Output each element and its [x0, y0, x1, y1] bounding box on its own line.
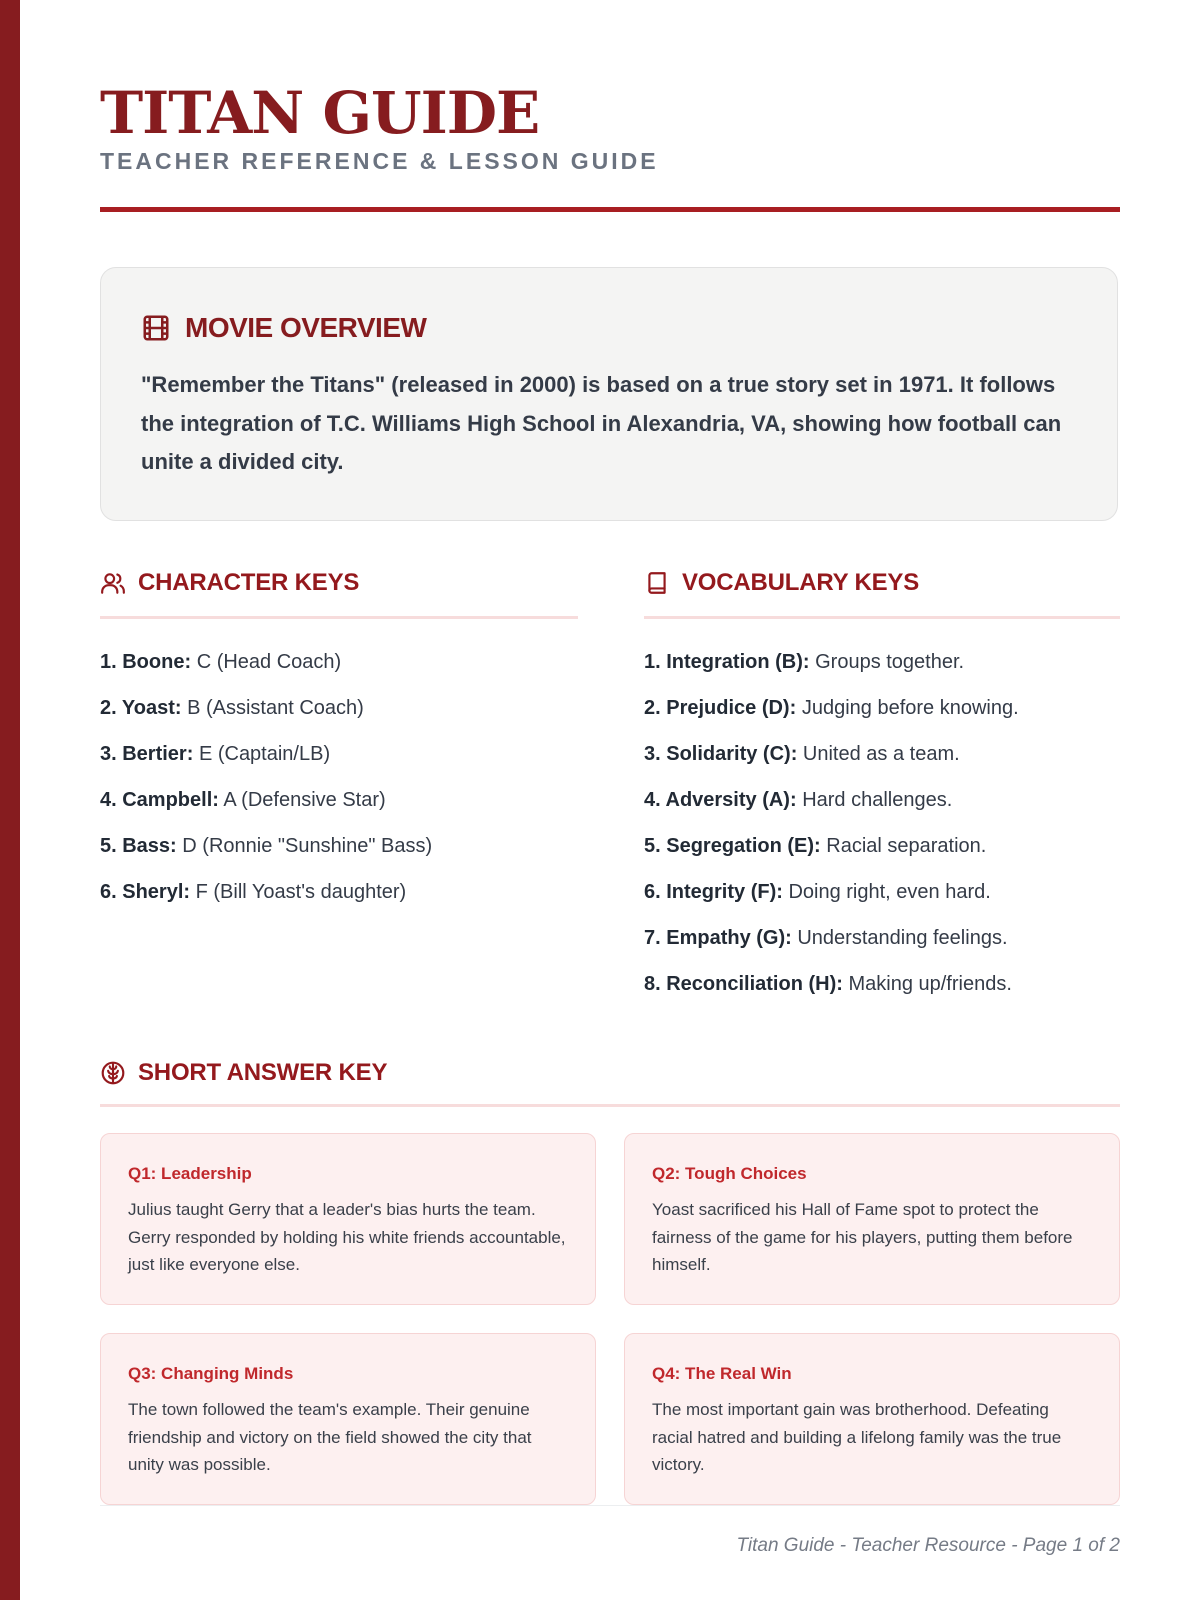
list-item: 5. Segregation (E): Racial separation. — [644, 835, 987, 857]
overview-header — [141, 312, 1077, 344]
movie-overview-box — [100, 267, 1118, 521]
character-key-list — [100, 648, 432, 924]
card-question: Q2: Tough Choices — [652, 1164, 807, 1183]
list-item: 4. Campbell: A (Defensive Star) — [100, 789, 386, 811]
short-answer-header — [100, 1058, 387, 1088]
short-answer-divider — [100, 1104, 1120, 1107]
card-answer: The town followed the team's example. Their genuine friendship and victory on the field showed the city that unity was possible. — [128, 1400, 532, 1474]
short-answer-heading: SHORT ANSWER KEY — [138, 1059, 388, 1086]
list-item: 2. Prejudice (D): Judging before knowing. — [644, 697, 1019, 719]
vocabulary-keys-divider — [644, 616, 1120, 619]
page-subtitle: TEACHER REFERENCE & LESSON GUIDE — [100, 148, 659, 174]
film-icon — [141, 313, 171, 343]
page-footer: Titan Guide - Teacher Resource - Page 1 of 2 — [736, 1535, 1120, 1556]
footer-divider — [100, 1505, 1120, 1506]
answer-card-q1 — [100, 1133, 596, 1305]
list-item: 6. Integrity (F): Doing right, even hard. — [644, 881, 991, 903]
card-answer: Yoast sacrificed his Hall of Fame spot to protect the fairness of the game for his players, putting them before himself. — [652, 1200, 1073, 1274]
card-answer: Julius taught Gerry that a leader's bias hurts the team. Gerry responded by holding his white friends accountable, just like everyone else. — [128, 1200, 566, 1274]
list-item: 3. Bertier: E (Captain/LB) — [100, 743, 331, 765]
vocabulary-keys-heading: VOCABULARY KEYS — [682, 569, 920, 596]
list-item: 5. Bass: D (Ronnie "Sunshine" Bass) — [100, 835, 433, 857]
list-item: 2. Yoast: B (Assistant Coach) — [100, 697, 364, 719]
answer-card-q4 — [624, 1333, 1120, 1505]
card-question: Q3: Changing Minds — [128, 1364, 294, 1383]
list-item: 8. Reconciliation (H): Making up/friends. — [644, 973, 1012, 995]
overview-heading: MOVIE OVERVIEW — [185, 312, 427, 343]
list-item: 1. Integration (B): Groups together. — [644, 651, 965, 673]
list-item: 4. Adversity (A): Hard challenges. — [644, 789, 953, 811]
answer-card-q2 — [624, 1133, 1120, 1305]
character-keys-header — [100, 568, 359, 598]
list-item: 3. Solidarity (C): United as a team. — [644, 743, 960, 765]
overview-text: "Remember the Titans" (released in 2000) is based on a true story set in 1971. It follows the integration of T.C. Williams High School in Alexandria, VA, showing how football can unite a divided city. — [141, 372, 1062, 474]
page-title: TITAN GUIDE — [100, 79, 540, 147]
book-icon — [644, 570, 670, 596]
vocabulary-keys-header — [644, 568, 919, 598]
brain-icon — [100, 1060, 126, 1086]
title-divider — [100, 207, 1120, 212]
card-question: Q1: Leadership — [128, 1164, 252, 1183]
answer-card-q3 — [100, 1333, 596, 1505]
side-accent-bar — [0, 0, 20, 1600]
list-item: 6. Sheryl: F (Bill Yoast's daughter) — [100, 881, 407, 903]
card-answer: The most important gain was brotherhood. Defeating racial hatred and building a lifelong family was the true victory. — [652, 1400, 1062, 1474]
vocabulary-key-list — [644, 648, 1019, 1016]
card-question: Q4: The Real Win — [652, 1364, 792, 1383]
list-item: 1. Boone: C (Head Coach) — [100, 651, 342, 673]
character-keys-divider — [100, 616, 578, 619]
character-keys-heading: CHARACTER KEYS — [138, 569, 360, 596]
list-item: 7. Empathy (G): Understanding feelings. — [644, 927, 1008, 949]
users-icon — [100, 570, 126, 596]
